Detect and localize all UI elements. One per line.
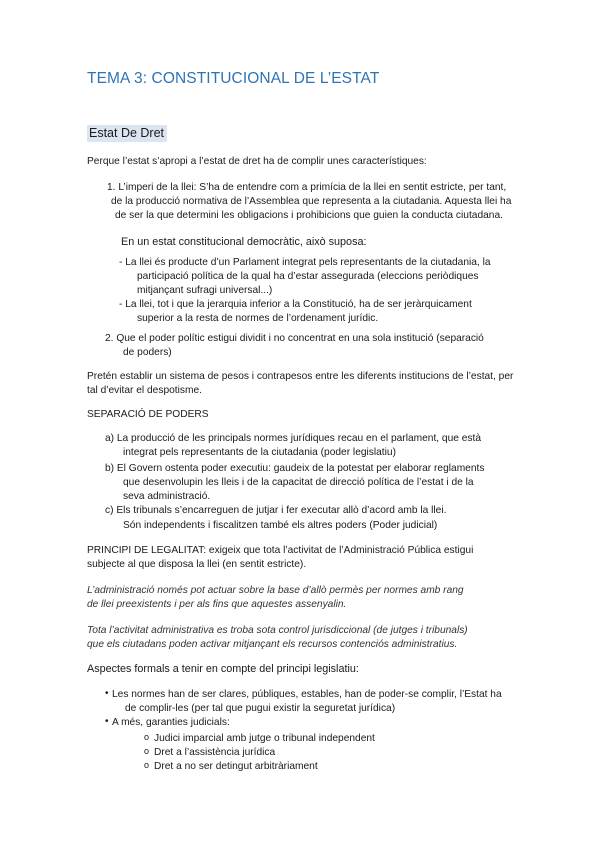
bullet-icon: • — [105, 716, 109, 727]
sub-bullet-1: Judici imparcial amb jutge o tribunal independent — [154, 733, 375, 744]
section-heading: Estat De Dret — [87, 125, 167, 142]
dash-item-2-line1: - La llei, tot i que la jerarquia inferior a la Constitució, ha de ser jeràrquicament — [119, 299, 472, 310]
item2-line1: 2. Que el poder polític estigui dividit i no concentrat en una sola institució (separació — [105, 333, 484, 344]
circle-bullet-icon: o — [144, 746, 150, 756]
pesos-line2: tal d’evitar el despotisme. — [87, 385, 202, 396]
bullet-1-line1: Les normes han de ser clares, públiques, estables, han de poder-se complir, l’Estat ha — [112, 689, 502, 700]
italic-paragraph-1-line1: L’administració només pot actuar sobre la base d’allò permès per normes amb rang — [87, 585, 464, 596]
dash-item-1-line2: participació política de la qual ha d’estar assegurada (eleccions periòdiques — [137, 271, 479, 282]
bullet-1-line2: de complir-les (per tal que pugui existir la seguretat jurídica) — [125, 703, 396, 714]
aspectes-intro: Aspectes formals a tenir en compte del principi legislatiu: — [87, 663, 359, 675]
legalitat-line2: subjecte al que disposa la llei (en sentit estricte). — [87, 559, 307, 570]
italic-paragraph-2-line1: Tota l’activitat administrativa es troba sota control jurisdiccional (de jutges i tribunals) — [87, 625, 468, 636]
circle-bullet-icon: o — [144, 760, 150, 770]
power-b-line1: b) El Govern ostenta poder executiu: gaudeix de la potestat per elaborar reglaments — [105, 463, 485, 474]
item1-line3: de ser la que determini les obligacions i prohibicions que guien la conducta ciutadana. — [115, 210, 503, 221]
sub-bullet-3: Dret a no ser detingut arbitràriament — [154, 761, 318, 772]
power-b-line2: que desenvolupin les lleis i de la capacitat de direcció política de l’estat i de la — [123, 477, 474, 488]
item1-line2: de la producció normativa de l’Assemblea que representa a la ciutadania. Aquesta llei ha — [111, 196, 512, 207]
dash-item-1-line1: - La llei és producte d’un Parlament integrat pels representants de la ciutadania, la — [119, 257, 491, 268]
power-a-line1: a) La producció de les principals normes jurídiques recau en el parlament, que està — [105, 433, 482, 444]
power-a-line2: integrat pels representants de la ciutadania (poder legislatiu) — [123, 447, 396, 458]
item1-line1: 1. L’imperi de la llei: S’ha de entendre com a primícia de la llei en sentit estricte, per tant, — [107, 182, 507, 193]
circle-bullet-icon: o — [144, 732, 150, 742]
power-b-line3: seva administració. — [123, 491, 211, 502]
power-c-line2: Són independents i fiscalitzen també els altres poders (Poder judicial) — [123, 520, 438, 531]
pesos-line1: Pretén establir un sistema de pesos i contrapesos entre les diferents institucions de l’estat, per — [87, 371, 514, 382]
page-title: TEMA 3: CONSTITUCIONAL DE L’ESTAT — [87, 70, 380, 87]
intro-paragraph: Perque l’estat s’apropi a l’estat de dret ha de complir unes característiques: — [87, 156, 427, 167]
italic-paragraph-1-line2: de llei preexistents i per als fins que aquestes assenyalin. — [87, 599, 347, 610]
dash-item-2-line2: superior a la resta de normes de l’ordenament jurídic. — [137, 313, 379, 324]
item2-line2: de poders) — [123, 347, 172, 358]
sub-bullet-2: Dret a l’assistència jurídica — [154, 747, 276, 758]
bullet-icon: • — [105, 688, 109, 699]
democratic-intro: En un estat constitucional democràtic, això suposa: — [121, 236, 367, 248]
separacio-heading: SEPARACIÓ DE PODERS — [87, 409, 209, 420]
bullet-2-line1: A més, garanties judicials: — [112, 717, 230, 728]
italic-paragraph-2-line2: que els ciutadans poden activar mitjançant els recursos contenciós administratius. — [87, 639, 458, 650]
power-c-line1: c) Els tribunals s’encarreguen de jutjar i fer executar allò d’acord amb la llei. — [105, 505, 447, 516]
legalitat-line1: PRINCIPI DE LEGALITAT: exigeix que tota l’activitat de l’Administració Pública estigui — [87, 545, 474, 556]
dash-item-1-line3: mitjançant sufragi universal...) — [137, 285, 273, 296]
